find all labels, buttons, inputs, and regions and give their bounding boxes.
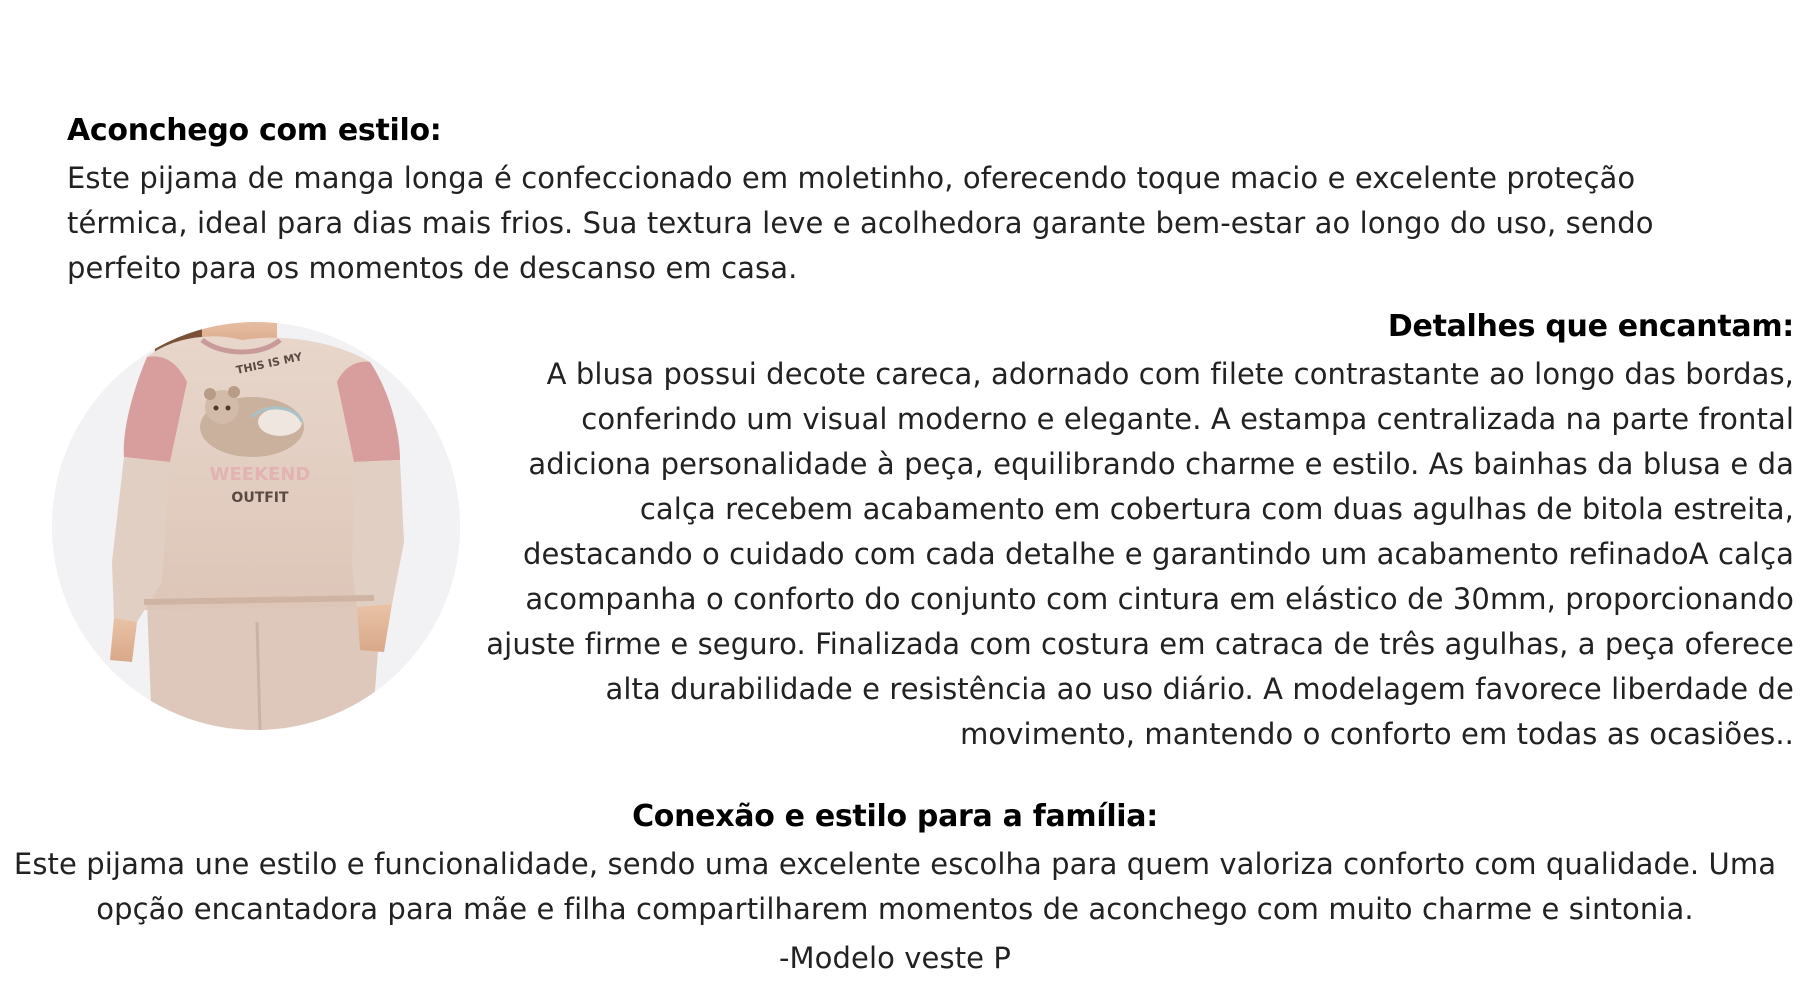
model-size-note: -Modelo veste P xyxy=(778,941,1012,975)
print-text-line2: WEEKEND xyxy=(209,464,311,485)
pants-shape xyxy=(147,597,382,730)
paragraph-aconchego: Este pijama de manga longa é confeccionado em moletinho, oferecendo toque macio e excelente proteção térmica, ideal para dias mais frios. Sua textura leve e acolhedora garante bem-estar ao longo do uso, sendo perfeito para os momentos de descanso em casa. xyxy=(67,161,1654,285)
heading-aconchego: Aconchego com estilo: xyxy=(67,113,442,148)
product-photo xyxy=(52,322,460,730)
print-text-line3: OUTFIT xyxy=(231,490,289,506)
section-details xyxy=(480,306,1794,757)
print-text-line1: THIS IS MY xyxy=(234,350,304,377)
pajama-model-illustration xyxy=(52,322,460,730)
sweater-hem xyxy=(144,598,374,602)
paragraph-detalhes: A blusa possui decote careca, adornado com filete contrastante ao longo das bordas, conferindo um visual moderno e elegante. A estampa centralizada na parte frontal adiciona personalidade à peça, equilibrando charme e estilo. As bainhas da blusa e da calça recebem acabamento em cobertura com duas agulhas de bitola estreita, destacando o cuidado com cada detalhe e garantindo um acabamento refinadoA calça acompanha o conforto do conjunto com cintura em elástico de 30mm, proporcionando ajuste firme e seguro. Finalizada com costura em catraca de três agulhas, a peça oferece alta durabilidade e resistência ao uso diário. A modelagem favorece liberdade de movimento, mantendo o conforto em todas as ocasiões.. xyxy=(486,357,1794,751)
section-intro xyxy=(67,110,1747,291)
paragraph-familia: Este pijama une estilo e funcionalidade, sendo uma excelente escolha para quem valoriza conforto com qualidade. Uma opção encantadora para mãe e filha compartilharem momentos de aconchego com muito charme e sintonia. xyxy=(13,847,1777,926)
heading-detalhes: Detalhes que encantam: xyxy=(1387,309,1794,344)
heading-familia: Conexão e estilo para a família: xyxy=(632,799,1158,834)
section-family xyxy=(0,796,1790,981)
